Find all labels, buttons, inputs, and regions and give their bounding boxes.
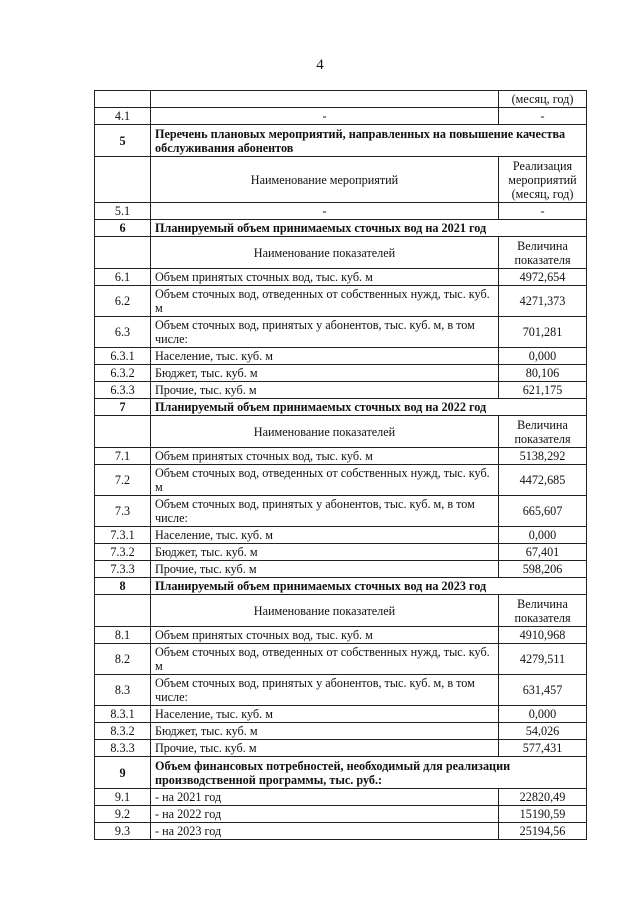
row-number: 6.3.2 [95, 365, 151, 382]
table-row [95, 496, 587, 527]
row-label: Прочие, тыс. куб. м [151, 561, 499, 578]
section-row [95, 757, 587, 789]
table-header-row [95, 237, 587, 269]
section-number: 5 [95, 125, 151, 157]
column-header-value: Величина показателя [499, 595, 587, 627]
page-number: 4 [316, 57, 324, 73]
row-number: 8.2 [95, 644, 151, 675]
section-number: 7 [95, 399, 151, 416]
table-row [95, 465, 587, 496]
row-number: 7.2 [95, 465, 151, 496]
row-label [151, 91, 499, 108]
row-number: 8.3 [95, 675, 151, 706]
section-number: 6 [95, 220, 151, 237]
table-row [95, 706, 587, 723]
row-label: - [151, 108, 499, 125]
row-number: 5.1 [95, 203, 151, 220]
row-value: 0,000 [499, 348, 587, 365]
column-header-name: Наименование мероприятий [151, 157, 499, 203]
row-number: 9.3 [95, 823, 151, 840]
table-row [95, 627, 587, 644]
table-row [95, 544, 587, 561]
row-value: 80,106 [499, 365, 587, 382]
row-number: 8.3.3 [95, 740, 151, 757]
column-header-value: Величина показателя [499, 237, 587, 269]
row-value: 701,281 [499, 317, 587, 348]
table-row [95, 269, 587, 286]
row-value: 631,457 [499, 675, 587, 706]
table-header-row [95, 416, 587, 448]
table-row [95, 789, 587, 806]
row-value: 5138,292 [499, 448, 587, 465]
row-label: - на 2022 год [151, 806, 499, 823]
row-label: Прочие, тыс. куб. м [151, 740, 499, 757]
table-row [95, 108, 587, 125]
production-program-table [94, 90, 587, 840]
table-row [95, 723, 587, 740]
row-value: 4472,685 [499, 465, 587, 496]
row-number: 8.3.1 [95, 706, 151, 723]
row-label: Население, тыс. куб. м [151, 527, 499, 544]
row-value: 0,000 [499, 706, 587, 723]
column-header-value: Реализация мероприятий (месяц, год) [499, 157, 587, 203]
section-title: Планируемый объем принимаемых сточных вод на 2022 год [151, 399, 587, 416]
table-header-row [95, 157, 587, 203]
table-row [95, 823, 587, 840]
section-number: 9 [95, 757, 151, 789]
row-label: Объем сточных вод, принятых у абонентов, тыс. куб. м, в том числе: [151, 317, 499, 348]
row-number: 7.3.3 [95, 561, 151, 578]
row-label: Объем сточных вод, принятых у абонентов, тыс. куб. м, в том числе: [151, 675, 499, 706]
table-row [95, 740, 587, 757]
section-title: Планируемый объем принимаемых сточных вод на 2021 год [151, 220, 587, 237]
column-header-name: Наименование показателей [151, 237, 499, 269]
row-label: - [151, 203, 499, 220]
row-value: 0,000 [499, 527, 587, 544]
table-row [95, 644, 587, 675]
section-title: Объем финансовых потребностей, необходимый для реализации производственной программы, тыс. руб.: [151, 757, 587, 789]
row-number [95, 416, 151, 448]
table-row [95, 203, 587, 220]
row-number: 6.1 [95, 269, 151, 286]
row-value: 577,431 [499, 740, 587, 757]
row-value: 665,607 [499, 496, 587, 527]
row-value: 25194,56 [499, 823, 587, 840]
row-value: 22820,49 [499, 789, 587, 806]
row-number: 6.3.1 [95, 348, 151, 365]
row-label: - на 2023 год [151, 823, 499, 840]
row-number: 7.3.1 [95, 527, 151, 544]
row-label: Бюджет, тыс. куб. м [151, 365, 499, 382]
row-value: 15190,59 [499, 806, 587, 823]
section-title: Перечень плановых мероприятий, направленных на повышение качества обслуживания абонентов [151, 125, 587, 157]
table-row [95, 806, 587, 823]
row-number: 4.1 [95, 108, 151, 125]
row-number: 8.3.2 [95, 723, 151, 740]
table-row [95, 561, 587, 578]
row-value: - [499, 203, 587, 220]
row-label: Объем принятых сточных вод, тыс. куб. м [151, 448, 499, 465]
column-header-name: Наименование показателей [151, 416, 499, 448]
row-value: 67,401 [499, 544, 587, 561]
table-row [95, 317, 587, 348]
row-label: Прочие, тыс. куб. м [151, 382, 499, 399]
row-label: - на 2021 год [151, 789, 499, 806]
column-header-value: Величина показателя [499, 416, 587, 448]
section-row [95, 399, 587, 416]
row-number: 6.2 [95, 286, 151, 317]
row-label: Объем сточных вод, отведенных от собственных нужд, тыс. куб. м [151, 644, 499, 675]
table-row [95, 348, 587, 365]
section-row [95, 578, 587, 595]
table-row [95, 286, 587, 317]
row-value: 4972,654 [499, 269, 587, 286]
row-value: 54,026 [499, 723, 587, 740]
table-row [95, 382, 587, 399]
section-title: Планируемый объем принимаемых сточных вод на 2023 год [151, 578, 587, 595]
table-header-row [95, 595, 587, 627]
column-header-name: Наименование показателей [151, 595, 499, 627]
row-value: 598,206 [499, 561, 587, 578]
row-value: - [499, 108, 587, 125]
row-value: (месяц, год) [499, 91, 587, 108]
row-value: 4279,511 [499, 644, 587, 675]
row-number: 7.3.2 [95, 544, 151, 561]
row-number: 6.3 [95, 317, 151, 348]
row-number [95, 91, 151, 108]
row-label: Объем принятых сточных вод, тыс. куб. м [151, 269, 499, 286]
row-value: 4910,968 [499, 627, 587, 644]
row-label: Бюджет, тыс. куб. м [151, 544, 499, 561]
table-row [95, 365, 587, 382]
row-label: Бюджет, тыс. куб. м [151, 723, 499, 740]
section-number: 8 [95, 578, 151, 595]
row-value: 4271,373 [499, 286, 587, 317]
row-value: 621,175 [499, 382, 587, 399]
row-number: 6.3.3 [95, 382, 151, 399]
section-row [95, 220, 587, 237]
row-number: 7.1 [95, 448, 151, 465]
row-number: 7.3 [95, 496, 151, 527]
table-row [95, 675, 587, 706]
table-row [95, 91, 587, 108]
section-row [95, 125, 587, 157]
row-label: Объем принятых сточных вод, тыс. куб. м [151, 627, 499, 644]
row-label: Объем сточных вод, отведенных от собственных нужд, тыс. куб. м [151, 286, 499, 317]
table-row [95, 527, 587, 544]
row-number [95, 595, 151, 627]
table-row [95, 448, 587, 465]
row-label: Объем сточных вод, принятых у абонентов, тыс. куб. м, в том числе: [151, 496, 499, 527]
row-label: Население, тыс. куб. м [151, 348, 499, 365]
row-label: Объем сточных вод, отведенных от собственных нужд, тыс. куб. м [151, 465, 499, 496]
row-number: 8.1 [95, 627, 151, 644]
row-number [95, 157, 151, 203]
row-number [95, 237, 151, 269]
row-number: 9.1 [95, 789, 151, 806]
row-label: Население, тыс. куб. м [151, 706, 499, 723]
row-number: 9.2 [95, 806, 151, 823]
